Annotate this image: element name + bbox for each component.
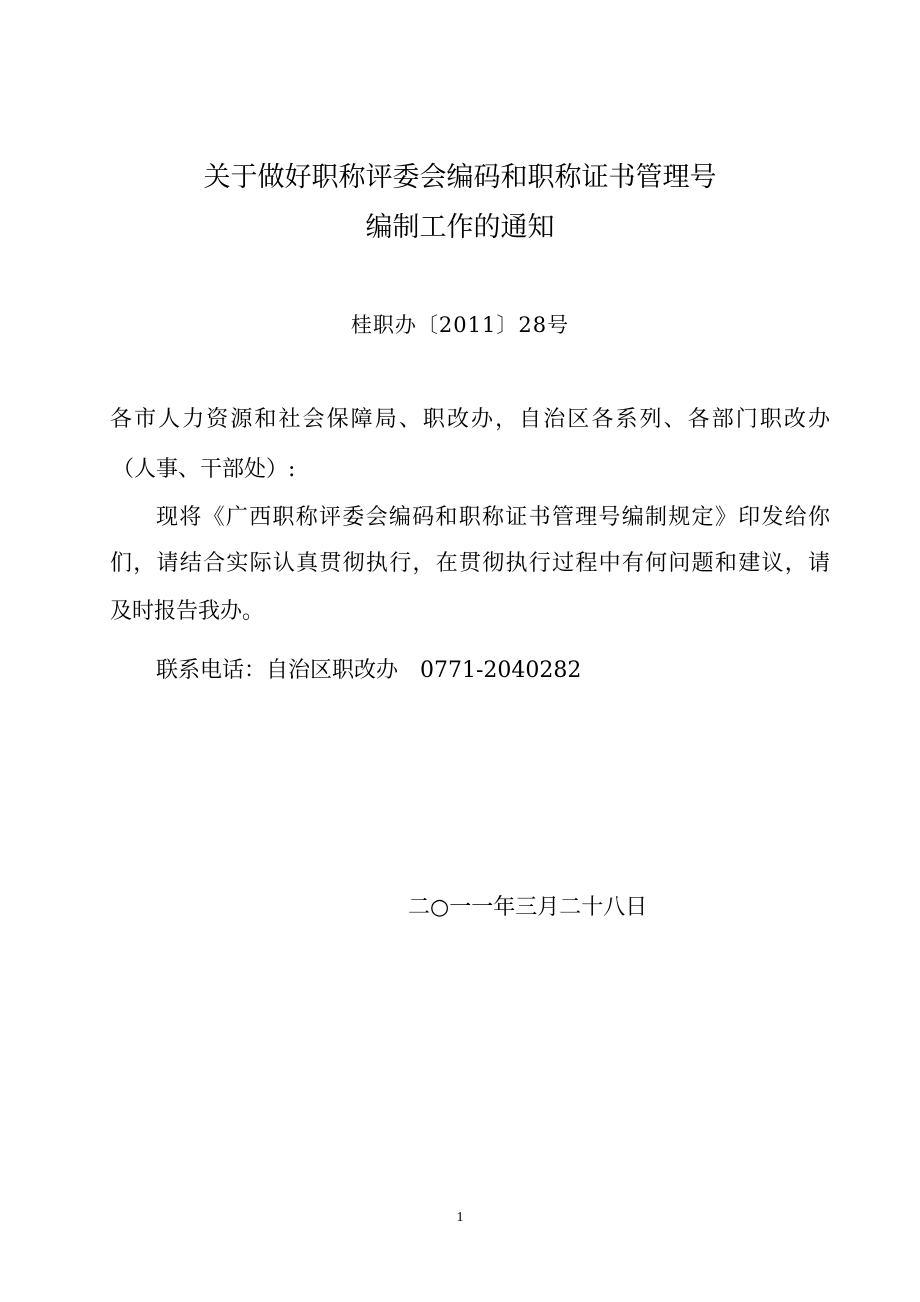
document-title-line-1: 关于做好职称评委会编码和职称证书管理号 — [203, 162, 717, 193]
contact-phone: 联系电话：自治区职改办 0771-2040282 — [156, 658, 582, 683]
page-number: 1 — [456, 1210, 464, 1225]
addressee-line-2: （人事、干部处）: — [112, 457, 296, 482]
body-text-line-3: 及时报告我办。 — [110, 599, 265, 624]
body-text-line-2: 们，请结合实际认真贯彻执行，在贯彻执行过程中有何问题和建议，请 — [110, 551, 830, 576]
addressee-line-1: 各市人力资源和社会保障局、职改办，自治区各系列、各部门职改办 — [110, 407, 830, 432]
document-number: 桂职办〔2011〕28号 — [350, 313, 570, 337]
issue-date: 二○一一年三月二十八日 — [408, 895, 648, 920]
document-title-line-2: 编制工作的通知 — [365, 212, 555, 243]
body-text-line-1: 现将《广西职称评委会编码和职称证书管理号编制规定》印发给你 — [156, 505, 830, 530]
